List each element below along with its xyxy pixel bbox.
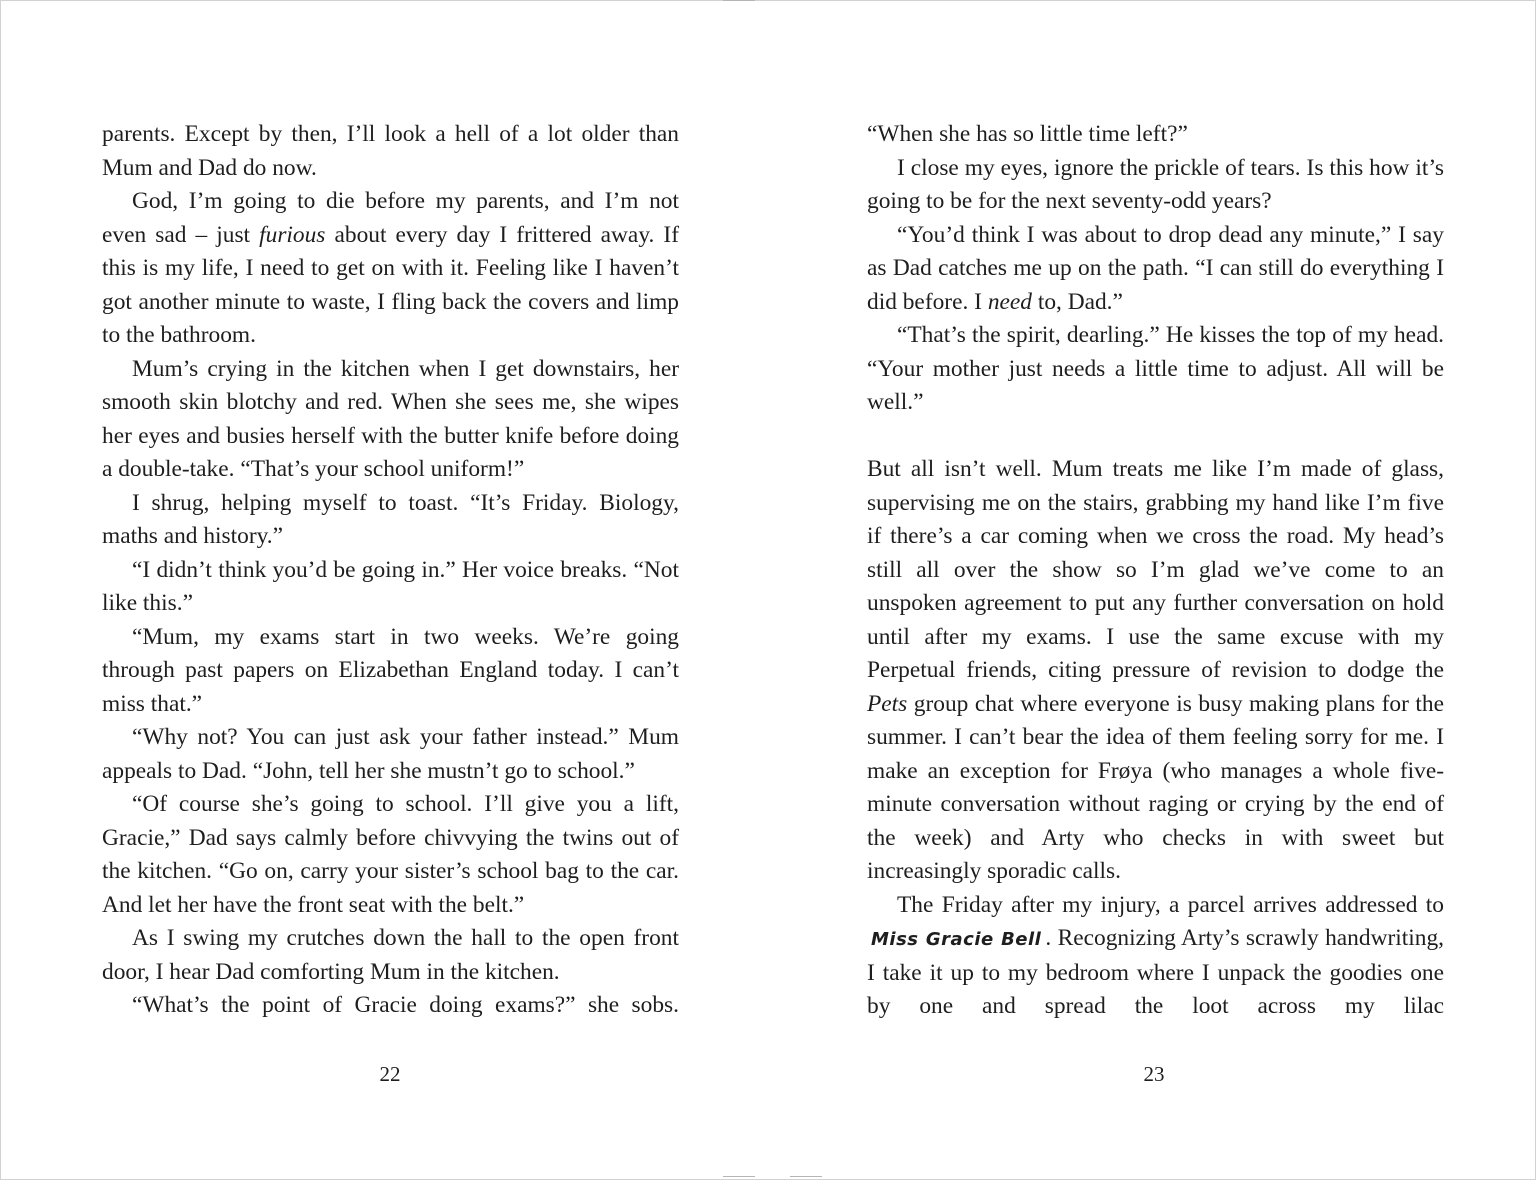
paragraph-text: I close my eyes, ignore the prickle of tears. Is this how it’s going to be for the next seventy-odd years? [867, 154, 1444, 214]
paragraph-text: I shrug, helping myself to toast. “It’s Friday. Biology, maths and history.” [102, 489, 679, 549]
paragraph-text: “When she has so little time left?” [867, 121, 1188, 147]
paragraph-text: . Recognizing Arty’s scrawly handwriting, I take it up to my bedroom where I unpack the goodies one by one and spread the loot across my lilac [867, 925, 1444, 1019]
paragraph [867, 118, 1444, 152]
paragraph [102, 922, 679, 989]
paragraph [102, 185, 679, 353]
paragraph-text: As I swing my crutches down the hall to the open front door, I hear Dad comforting Mum in the kitchen. [102, 925, 679, 985]
left-page-text [102, 118, 679, 1023]
paragraph-text: about every day I frittered away. If this is my life, I need to get on with it. Feeling like I haven’t got another minute to waste, I fling back the covers and limp to the bathroom. [102, 221, 679, 348]
crop-mark-bottom-left [723, 1176, 755, 1177]
page-number-right: 23 [1143, 1062, 1165, 1086]
paragraph-text: God, I’m going to die before my parents, and I’m not even sad – just [102, 188, 679, 248]
paragraph-text: Mum’s crying in the kitchen when I get downstairs, her smooth skin blotchy and red. When she sees me, she wipes her eyes and busies herself with the butter knife before doing a double-take. “That’s your school uniform!” [102, 355, 679, 482]
paragraph-text: “Mum, my exams start in two weeks. We’re going through past papers on Elizabethan England today. I can’t miss that.” [102, 623, 679, 717]
paragraph [102, 353, 679, 487]
emphasis-text: need [987, 288, 1032, 315]
paragraph-text: “Of course she’s going to school. I’ll give you a lift, Gracie,” Dad says calmly before chivvying the twins out of the kitchen. “Go on, carry your sister’s school bag to the car. And let her have the front seat with the belt.” [102, 791, 679, 918]
handwritten-name: Miss Gracie Bell [871, 929, 1042, 950]
paragraph [102, 989, 679, 1023]
paragraph-text: “Why not? You can just ask your father instead.” Mum appeals to Dad. “John, tell her she mustn’t go to school.” [102, 724, 679, 784]
paragraph [867, 319, 1444, 420]
paragraph [102, 118, 679, 185]
paragraph-text: “That’s the spirit, dearling.” He kisses the top of my head. “Your mother just needs a little time to adjust. All will be well.” [867, 322, 1444, 415]
paragraph-text: “What’s the point of Gracie doing exams?” she sobs. [132, 992, 679, 1018]
paragraph [102, 788, 679, 922]
paragraph [867, 152, 1444, 219]
paragraph-text: parents. Except by then, I’ll look a hell of a lot older than Mum and Dad do now. [102, 121, 679, 181]
paragraph [867, 219, 1444, 320]
paragraph-text: But all isn’t well. Mum treats me like I’m made of glass, supervising me on the stairs, grabbing my hand like I’m five if there’s a car coming when we cross the road. My head’s still all over the show so I’m glad we’ve come to an unspoken agreement to put any further conversation on hold until after my exams. I use the same excuse with my Perpetual friends, citing pressure of revision to dodge the [867, 456, 1444, 683]
paragraph-text: group chat where everyone is busy making plans for the summer. I can’t bear the idea of them feeling sorry for me. I make an exception for Frøya (who manages a whole five-minute conversation without raging or crying by the end of the week) and Arty who checks in with sweet but increasingly sporadic calls. [867, 690, 1444, 884]
paragraph [102, 554, 679, 621]
crop-mark-top [723, 0, 755, 1]
paragraph-text: to, Dad.” [1031, 288, 1123, 315]
emphasis-text: furious [259, 221, 326, 248]
paragraph-text: “You’d think I was about to drop dead any minute,” I say as Dad catches me up on the path. “I can still do everything I did before. I [867, 221, 1444, 315]
paragraph [102, 621, 679, 722]
paragraph [102, 487, 679, 554]
paragraph [867, 889, 1444, 1024]
paragraph-text: The Friday after my injury, a parcel arrives addressed to [897, 891, 1444, 918]
paragraph [102, 721, 679, 788]
paragraph-text: “I didn’t think you’d be going in.” Her voice breaks. “Not like this.” [102, 556, 679, 616]
emphasis-text: Pets [867, 690, 908, 717]
right-page-text [867, 118, 1444, 1024]
page-number-left: 22 [379, 1062, 401, 1086]
crop-mark-bottom-right [790, 1176, 822, 1177]
paragraph [867, 453, 1444, 889]
